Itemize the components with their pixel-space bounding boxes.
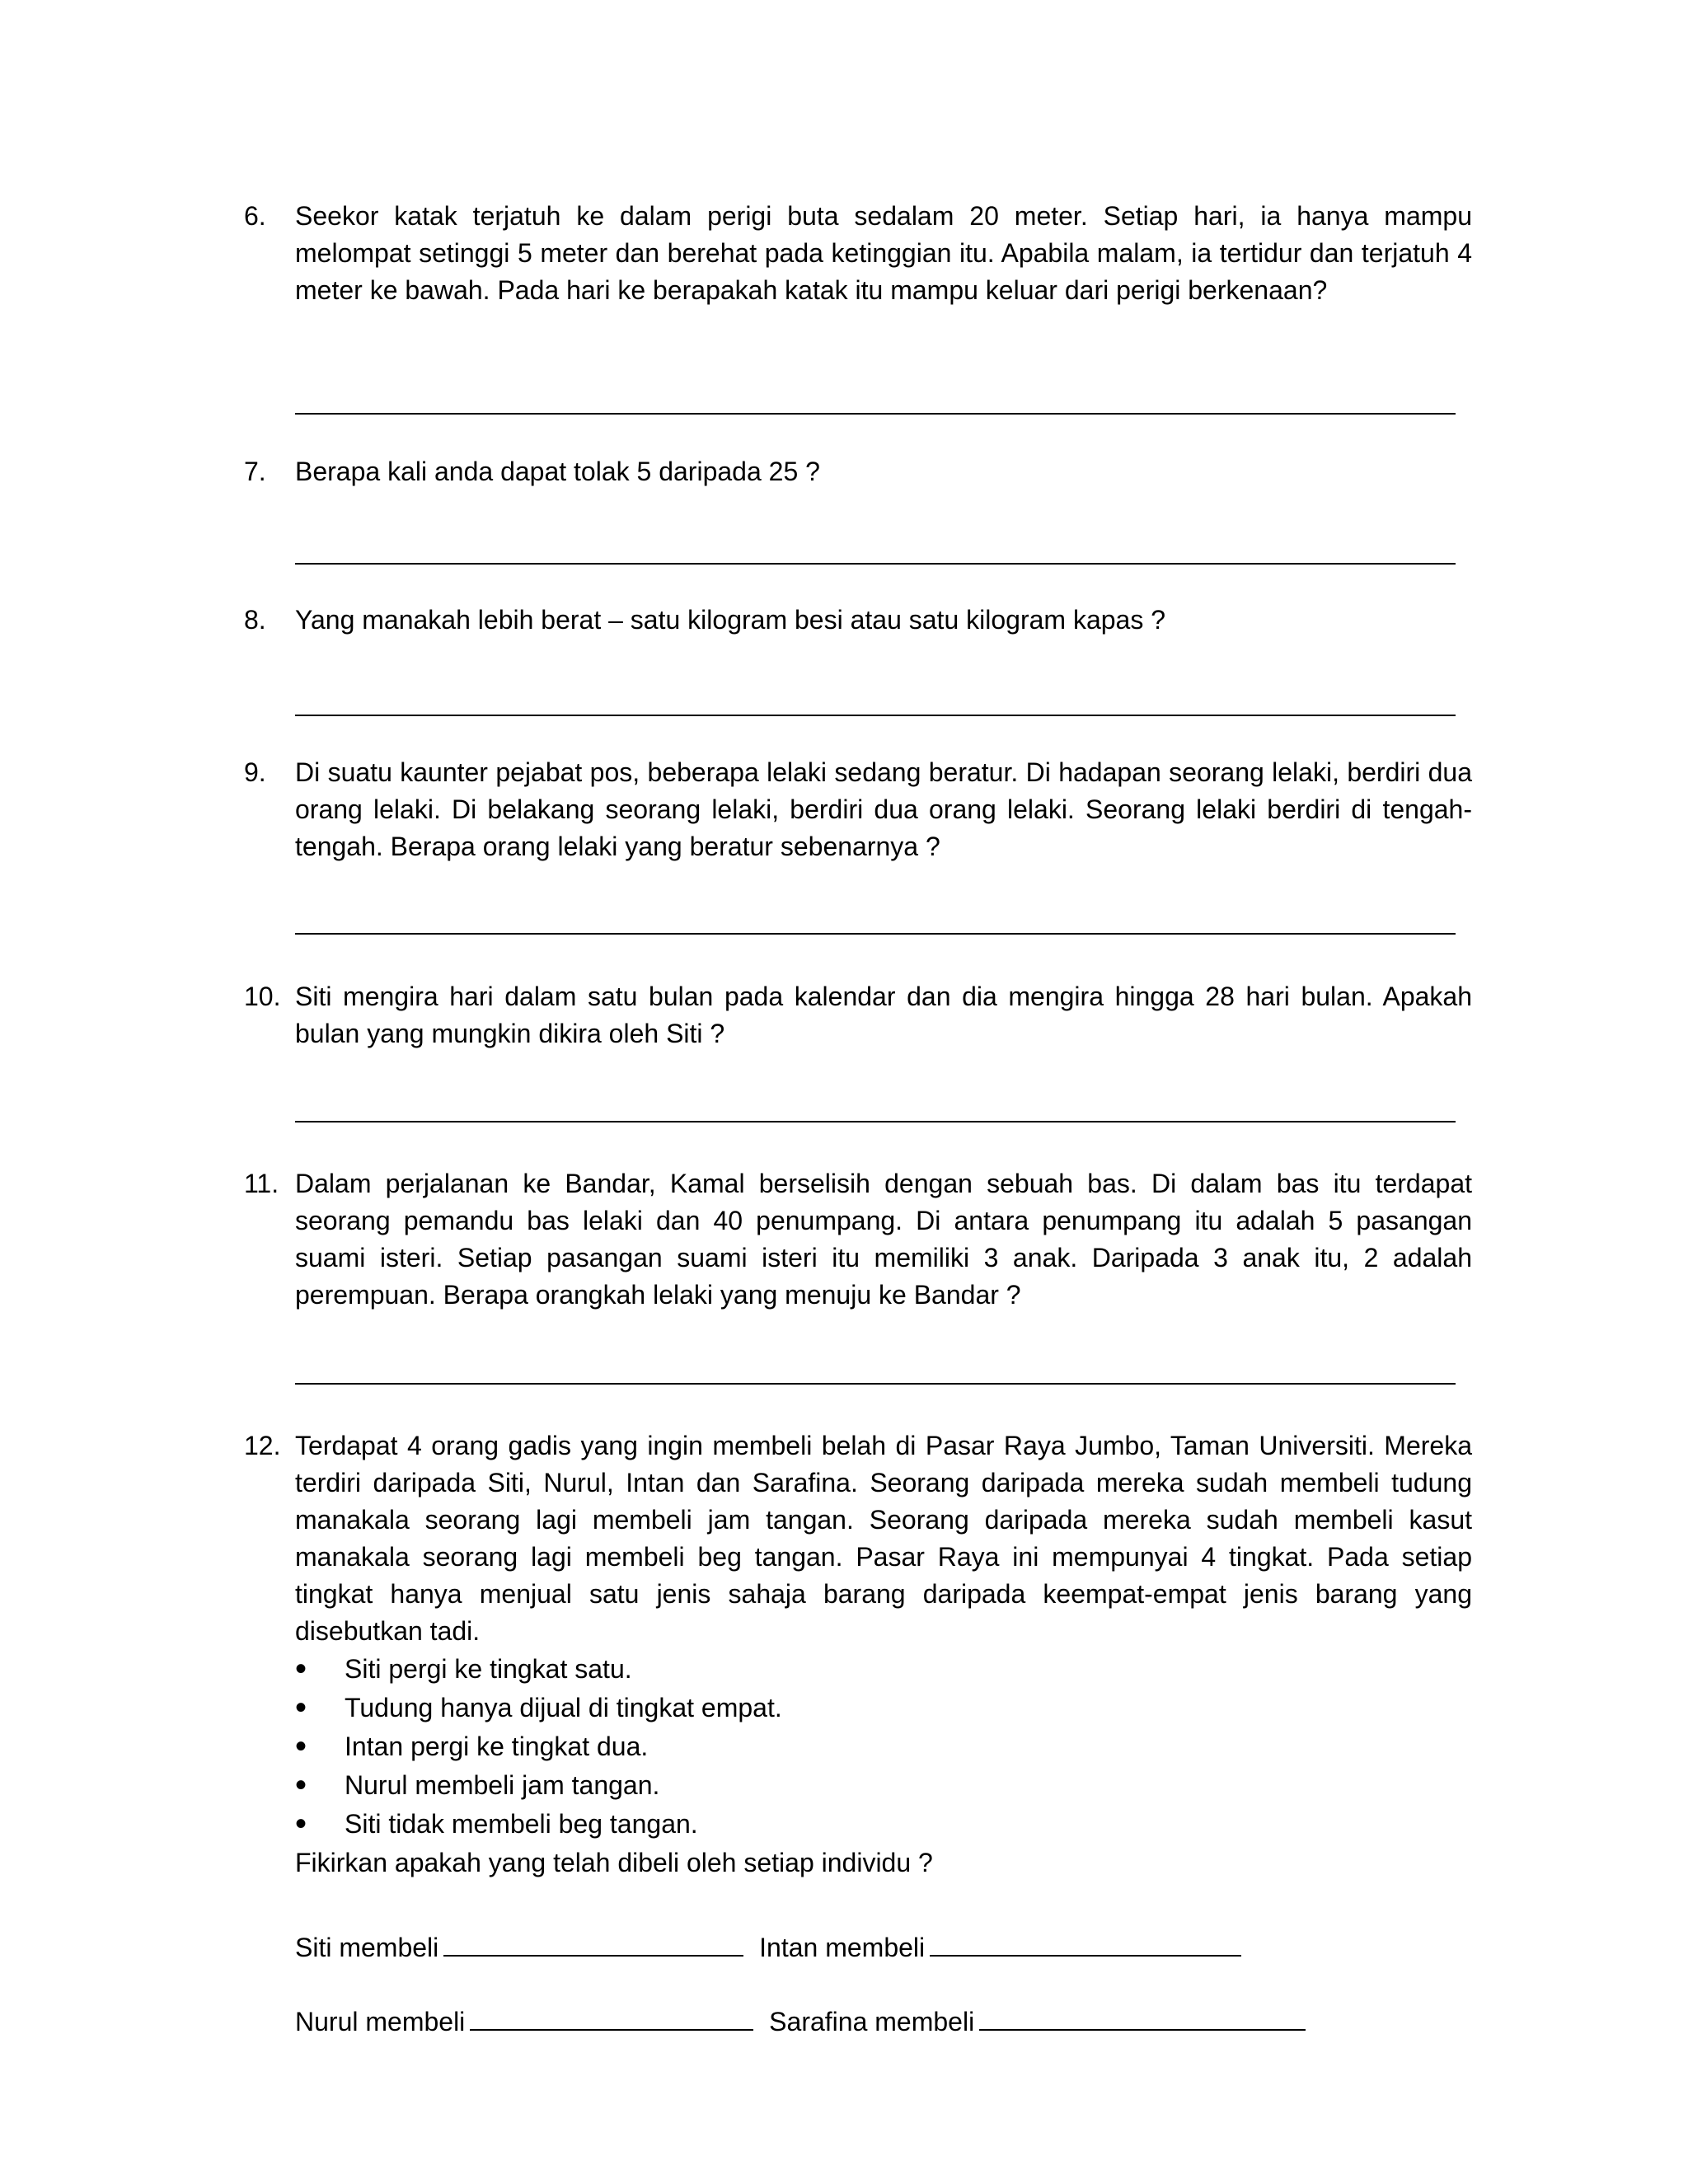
intan-answer-blank[interactable] — [930, 1927, 1241, 1957]
question-text: Siti mengira hari dalam satu bulan pada kalendar dan dia mengira hingga 28 hari bulan. Apakah bulan yang mungkin dikira oleh Siti ? — [295, 982, 1472, 1048]
siti-answer-blank[interactable] — [443, 1927, 743, 1957]
question-12 — [244, 1427, 1472, 1882]
question-10 — [244, 978, 1472, 1052]
question-text: Berapa kali anda dapat tolak 5 daripada 25 ? — [295, 457, 820, 486]
answer-line-10[interactable] — [295, 1121, 1456, 1122]
question-number: 12. — [244, 1431, 281, 1460]
fill-row-1 — [295, 1927, 1250, 1966]
question-number: 6. — [244, 201, 266, 231]
question-number: 8. — [244, 605, 266, 635]
question-8 — [244, 602, 1472, 639]
clue-item: • Tudung hanya dijual di tingkat empat. — [295, 1689, 1472, 1727]
question-text: Terdapat 4 orang gadis yang ingin membeli belah di Pasar Raya Jumbo, Taman Universiti. Mereka terdiri daripada Siti, Nurul, Intan dan Sarafina. Seorang daripada mereka sudah membeli tudung manakala seorang lagi membeli jam tangan. Seorang daripada mereka sudah membeli kasut manakala seorang lagi membeli beg tangan. Pasar Raya ini mempunyai 4 tingkat. Pada setiap tingkat hanya menjual satu jenis sahaja barang daripada keempat-empat jenis barang yang disebutkan tadi. — [295, 1431, 1472, 1646]
question-text: Yang manakah lebih berat – satu kilogram besi atau satu kilogram kapas ? — [295, 605, 1166, 635]
clue-item: • Intan pergi ke tingkat dua. — [295, 1727, 1472, 1766]
clue-item: • Nurul membeli jam tangan. — [295, 1766, 1472, 1805]
question-9 — [244, 754, 1472, 865]
intan-label: Intan membeli — [759, 1933, 926, 1962]
siti-label: Siti membeli — [295, 1933, 439, 1962]
question-6 — [244, 198, 1472, 309]
question-number: 10. — [244, 982, 281, 1011]
sarafina-answer-blank[interactable] — [979, 2001, 1306, 2031]
clue-list — [295, 1650, 1472, 1844]
clue-item: • Siti pergi ke tingkat satu. — [295, 1650, 1472, 1689]
nurul-label: Nurul membeli — [295, 2007, 466, 2036]
question-number: 11. — [244, 1169, 279, 1198]
answer-line-9[interactable] — [295, 933, 1456, 935]
fill-row-2 — [295, 2001, 1314, 2041]
answer-line-6[interactable] — [295, 413, 1456, 415]
question-prompt: Fikirkan apakah yang telah dibeli oleh setiap individu ? — [295, 1848, 933, 1877]
question-text: Dalam perjalanan ke Bandar, Kamal berselisih dengan sebuah bas. Di dalam bas itu terdapat seorang pemandu bas lelaki dan 40 penumpang. Di antara penumpang itu adalah 5 pasangan suami isteri. Setiap pasangan suami isteri itu memiliki 3 anak. Daripada 3 anak itu, 2 adalah perempuan. Berapa orangkah lelaki yang menuju ke Bandar ? — [295, 1169, 1472, 1310]
question-7 — [244, 453, 1472, 490]
question-number: 9. — [244, 757, 266, 787]
answer-line-7[interactable] — [295, 563, 1456, 565]
clue-item: • Siti tidak membeli beg tangan. — [295, 1805, 1472, 1844]
question-11 — [244, 1165, 1472, 1314]
nurul-answer-blank[interactable] — [470, 2001, 753, 2031]
answer-line-11[interactable] — [295, 1383, 1456, 1385]
question-text: Seekor katak terjatuh ke dalam perigi buta sedalam 20 meter. Setiap hari, ia hanya mampu melompat setinggi 5 meter dan berehat pada ketinggian itu. Apabila malam, ia tertidur dan terjatuh 4 meter ke bawah. Pada hari ke berapakah katak itu mampu keluar dari perigi berkenaan? — [295, 201, 1472, 305]
answer-line-8[interactable] — [295, 715, 1456, 716]
sarafina-label: Sarafina membeli — [769, 2007, 975, 2036]
question-text: Di suatu kaunter pejabat pos, beberapa lelaki sedang beratur. Di hadapan seorang lelaki, berdiri dua orang lelaki. Di belakang seorang lelaki, berdiri dua orang lelaki. Seorang lelaki berdiri di tengah-tengah. Berapa orang lelaki yang beratur sebenarnya ? — [295, 757, 1472, 861]
question-number: 7. — [244, 457, 266, 486]
